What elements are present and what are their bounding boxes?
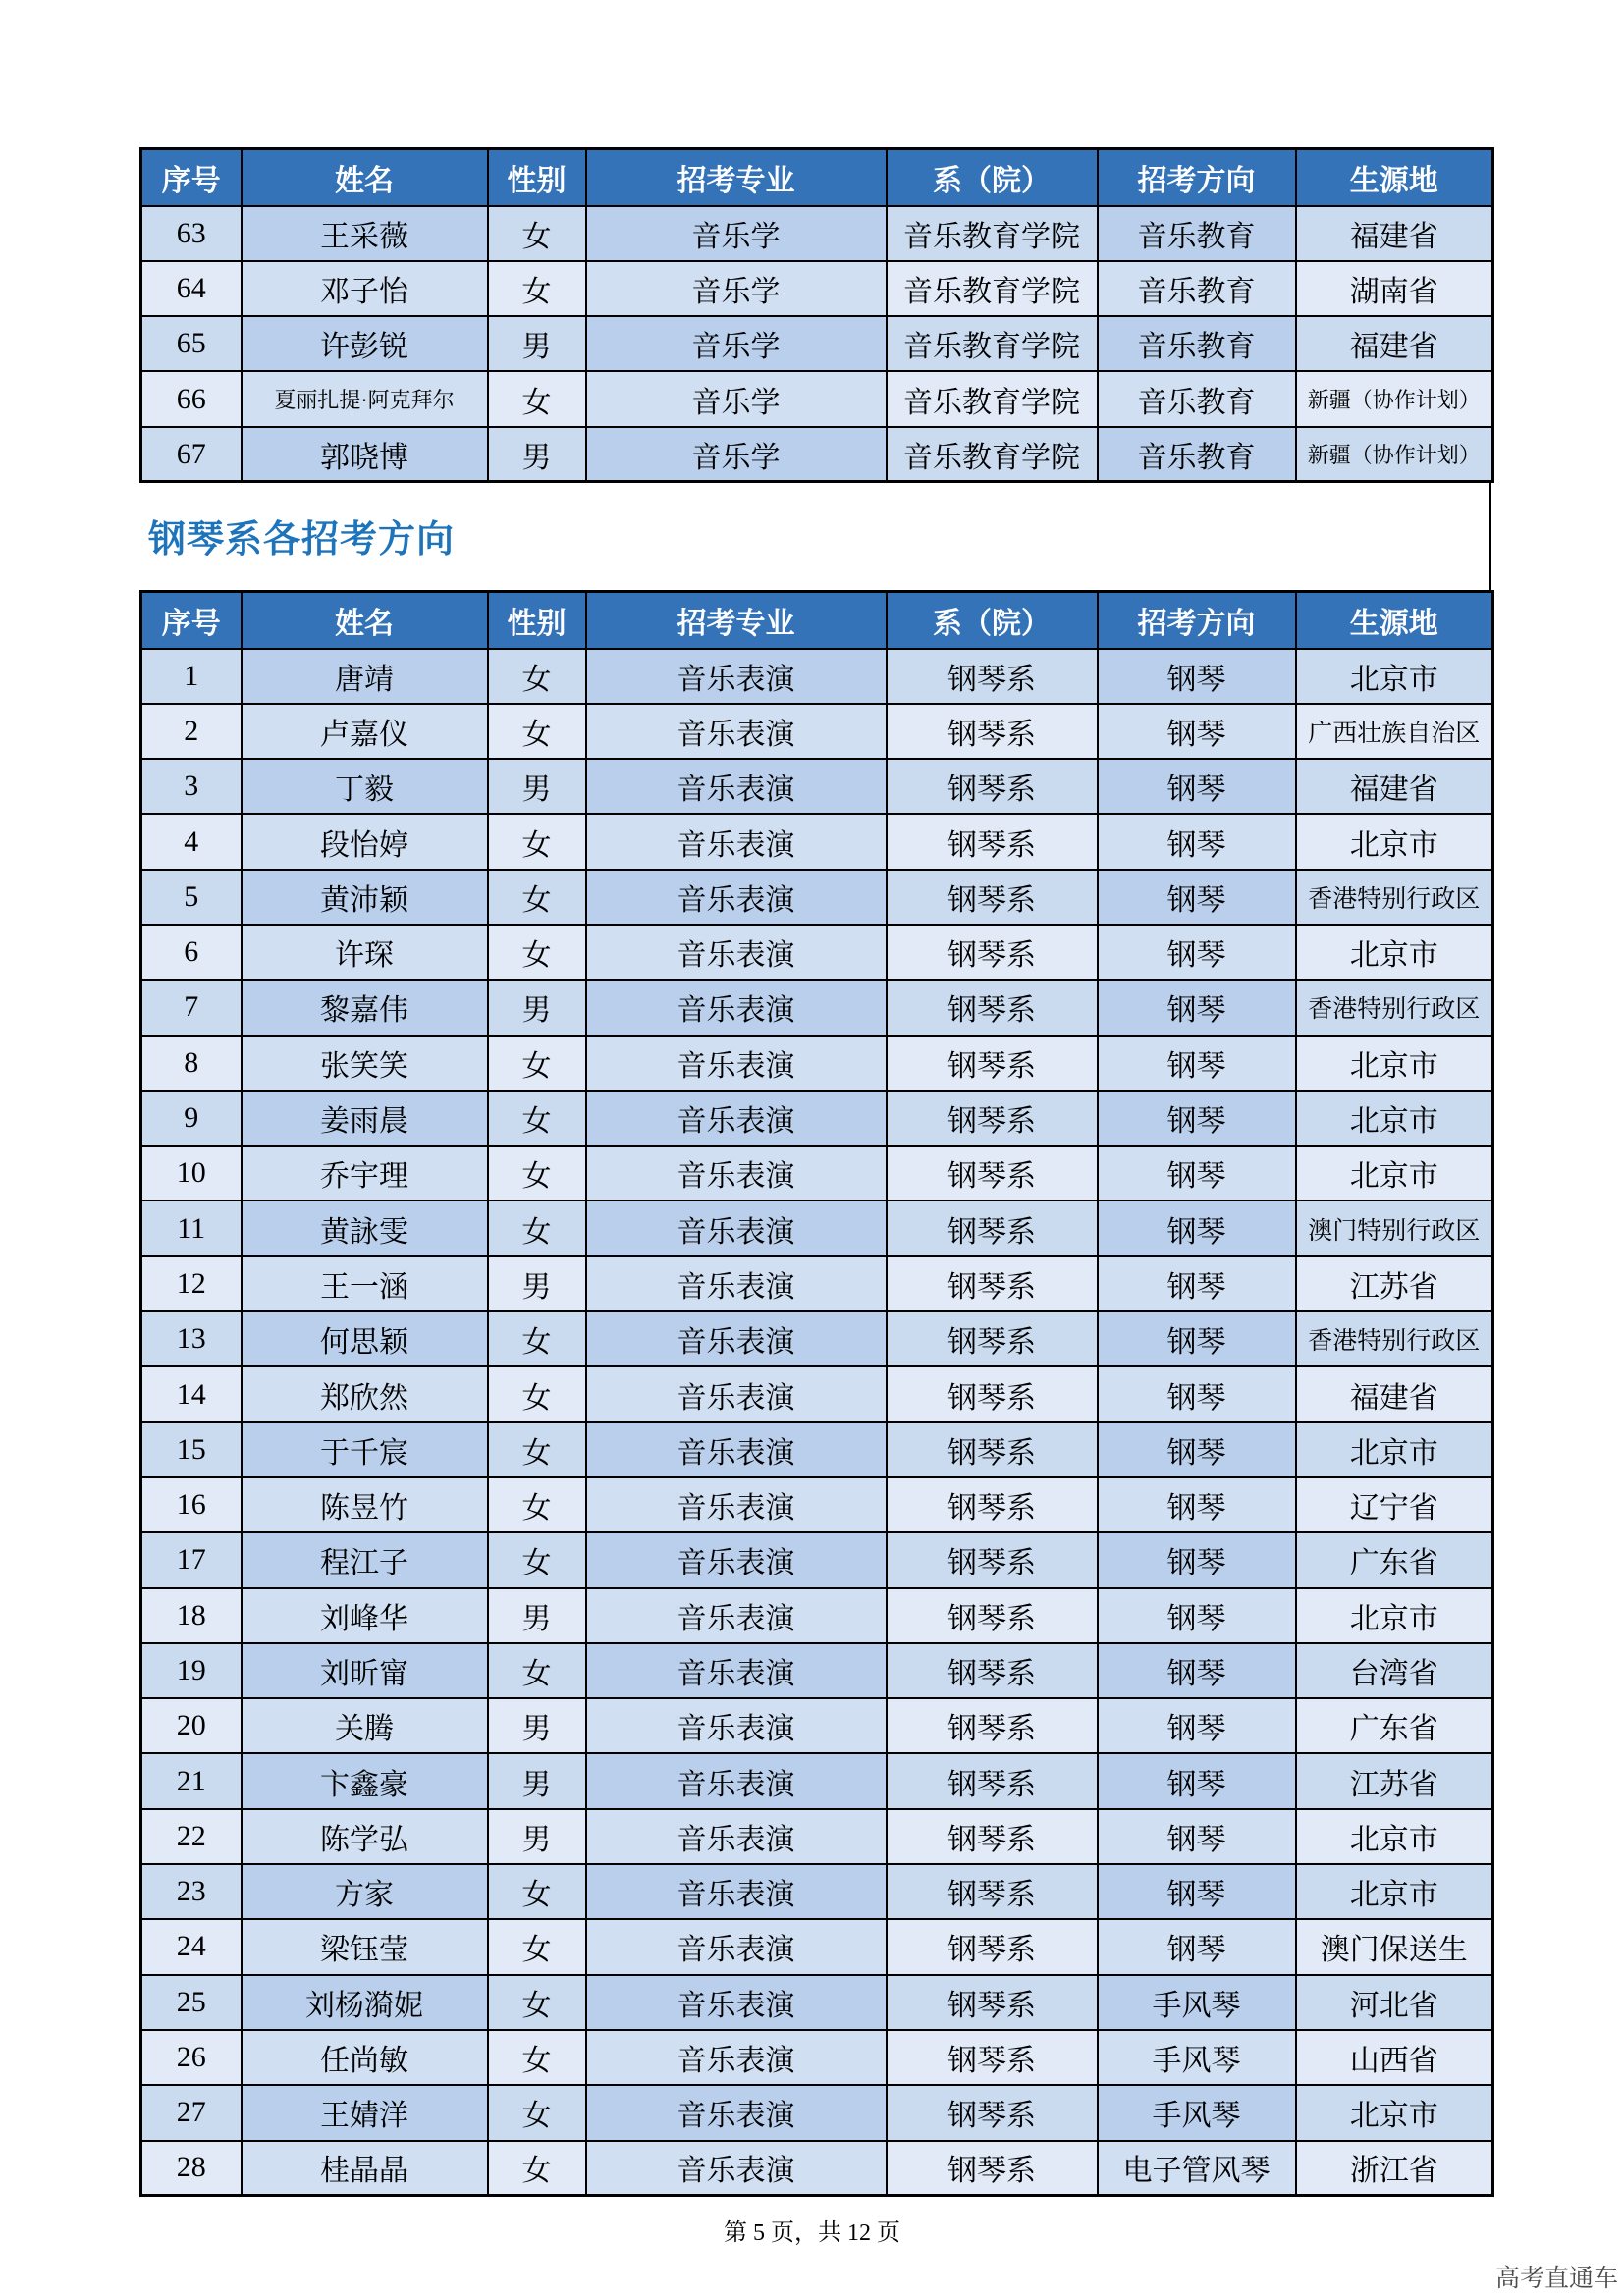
name-cell: 黎嘉伟 bbox=[242, 980, 488, 1035]
table-row bbox=[141, 1256, 1493, 1311]
department-cell: 钢琴系 bbox=[887, 1643, 1098, 1698]
table-row bbox=[141, 316, 1493, 371]
department-cell: 钢琴系 bbox=[887, 1477, 1098, 1532]
major-cell: 音乐表演 bbox=[586, 814, 887, 869]
department-cell: 钢琴系 bbox=[887, 1753, 1098, 1808]
department-cell: 钢琴系 bbox=[887, 1588, 1098, 1643]
name-cell: 张笑笑 bbox=[242, 1036, 488, 1091]
department-cell: 钢琴系 bbox=[887, 980, 1098, 1035]
table-row bbox=[141, 1864, 1493, 1919]
direction-cell: 音乐教育 bbox=[1098, 316, 1296, 371]
department-cell: 钢琴系 bbox=[887, 2030, 1098, 2085]
name-cell: 方家 bbox=[242, 1864, 488, 1919]
department-cell: 钢琴系 bbox=[887, 870, 1098, 925]
major-cell: 音乐表演 bbox=[586, 1036, 887, 1091]
name-cell: 卢嘉仪 bbox=[242, 704, 488, 759]
gender-cell: 女 bbox=[488, 2030, 586, 2085]
table-row bbox=[141, 704, 1493, 759]
name-cell: 王婧洋 bbox=[242, 2085, 488, 2140]
origin-cell: 江苏省 bbox=[1296, 1256, 1493, 1311]
origin-cell: 福建省 bbox=[1296, 759, 1493, 814]
column-header: 招考方向 bbox=[1098, 149, 1296, 206]
gender-cell: 男 bbox=[488, 759, 586, 814]
major-cell: 音乐学 bbox=[586, 371, 887, 426]
gender-cell: 女 bbox=[488, 2141, 586, 2196]
major-cell: 音乐表演 bbox=[586, 1532, 887, 1587]
row-number-cell: 9 bbox=[141, 1091, 242, 1146]
major-cell: 音乐学 bbox=[586, 261, 887, 316]
origin-cell: 台湾省 bbox=[1296, 1643, 1493, 1698]
department-cell: 音乐教育学院 bbox=[887, 261, 1098, 316]
major-cell: 音乐表演 bbox=[586, 1643, 887, 1698]
column-header: 招考专业 bbox=[586, 592, 887, 649]
major-cell: 音乐表演 bbox=[586, 2085, 887, 2140]
origin-cell: 澳门保送生 bbox=[1296, 1919, 1493, 1974]
major-cell: 音乐表演 bbox=[586, 2141, 887, 2196]
direction-cell: 钢琴 bbox=[1098, 1532, 1296, 1587]
gender-cell: 女 bbox=[488, 1201, 586, 1255]
row-number-cell: 3 bbox=[141, 759, 242, 814]
header-row bbox=[141, 149, 1493, 206]
column-header: 系（院） bbox=[887, 149, 1098, 206]
name-cell: 郭晓博 bbox=[242, 427, 488, 482]
table-row bbox=[141, 1091, 1493, 1146]
table-row bbox=[141, 980, 1493, 1035]
direction-cell: 钢琴 bbox=[1098, 1422, 1296, 1477]
department-cell: 钢琴系 bbox=[887, 1091, 1098, 1146]
name-cell: 许琛 bbox=[242, 925, 488, 980]
major-cell: 音乐表演 bbox=[586, 1477, 887, 1532]
major-cell: 音乐表演 bbox=[586, 649, 887, 704]
row-number-cell: 23 bbox=[141, 1864, 242, 1919]
gender-cell: 女 bbox=[488, 1643, 586, 1698]
direction-cell: 电子管风琴 bbox=[1098, 2141, 1296, 2196]
direction-cell: 钢琴 bbox=[1098, 759, 1296, 814]
direction-cell: 钢琴 bbox=[1098, 1036, 1296, 1091]
name-cell: 桂晶晶 bbox=[242, 2141, 488, 2196]
origin-cell: 北京市 bbox=[1296, 1588, 1493, 1643]
direction-cell: 音乐教育 bbox=[1098, 427, 1296, 482]
gender-cell: 女 bbox=[488, 1919, 586, 1974]
major-cell: 音乐表演 bbox=[586, 1311, 887, 1366]
row-number-cell: 66 bbox=[141, 371, 242, 426]
department-cell: 钢琴系 bbox=[887, 1366, 1098, 1421]
origin-cell: 福建省 bbox=[1296, 316, 1493, 371]
department-cell: 钢琴系 bbox=[887, 1809, 1098, 1864]
table-row bbox=[141, 1532, 1493, 1587]
row-number-cell: 11 bbox=[141, 1201, 242, 1255]
direction-cell: 音乐教育 bbox=[1098, 261, 1296, 316]
row-number-cell: 67 bbox=[141, 427, 242, 482]
direction-cell: 钢琴 bbox=[1098, 704, 1296, 759]
department-cell: 音乐教育学院 bbox=[887, 427, 1098, 482]
department-cell: 钢琴系 bbox=[887, 1864, 1098, 1919]
origin-cell: 香港特别行政区 bbox=[1296, 870, 1493, 925]
table-row bbox=[141, 1311, 1493, 1366]
gender-cell: 女 bbox=[488, 1864, 586, 1919]
table-row bbox=[141, 1201, 1493, 1255]
row-number-cell: 65 bbox=[141, 316, 242, 371]
gender-cell: 女 bbox=[488, 371, 586, 426]
department-cell: 钢琴系 bbox=[887, 759, 1098, 814]
gender-cell: 女 bbox=[488, 1146, 586, 1201]
row-number-cell: 25 bbox=[141, 1975, 242, 2030]
gender-cell: 女 bbox=[488, 649, 586, 704]
roster-table-piano-department bbox=[139, 590, 1494, 2197]
gender-cell: 男 bbox=[488, 980, 586, 1035]
origin-cell: 北京市 bbox=[1296, 1864, 1493, 1919]
table-row bbox=[141, 206, 1493, 261]
name-cell: 陈昱竹 bbox=[242, 1477, 488, 1532]
direction-cell: 手风琴 bbox=[1098, 2085, 1296, 2140]
major-cell: 音乐学 bbox=[586, 206, 887, 261]
origin-cell: 澳门特别行政区 bbox=[1296, 1201, 1493, 1255]
origin-cell: 新疆（协作计划） bbox=[1296, 371, 1493, 426]
watermark-text: 高考直通车 bbox=[1494, 2265, 1618, 2292]
department-cell: 钢琴系 bbox=[887, 1256, 1098, 1311]
direction-cell: 钢琴 bbox=[1098, 1698, 1296, 1753]
row-number-cell: 4 bbox=[141, 814, 242, 869]
direction-cell: 钢琴 bbox=[1098, 649, 1296, 704]
origin-cell: 山西省 bbox=[1296, 2030, 1493, 2085]
roster-table-music-education bbox=[139, 147, 1494, 483]
direction-cell: 钢琴 bbox=[1098, 980, 1296, 1035]
department-cell: 钢琴系 bbox=[887, 704, 1098, 759]
gender-cell: 男 bbox=[488, 1809, 586, 1864]
origin-cell: 北京市 bbox=[1296, 1422, 1493, 1477]
origin-cell: 北京市 bbox=[1296, 2085, 1493, 2140]
major-cell: 音乐表演 bbox=[586, 2030, 887, 2085]
major-cell: 音乐表演 bbox=[586, 1919, 887, 1974]
direction-cell: 钢琴 bbox=[1098, 1809, 1296, 1864]
table-row bbox=[141, 925, 1493, 980]
major-cell: 音乐表演 bbox=[586, 1864, 887, 1919]
column-header: 姓名 bbox=[242, 592, 488, 649]
gender-cell: 男 bbox=[488, 316, 586, 371]
major-cell: 音乐表演 bbox=[586, 1422, 887, 1477]
row-number-cell: 22 bbox=[141, 1809, 242, 1864]
column-header: 序号 bbox=[141, 149, 242, 206]
table-row bbox=[141, 1366, 1493, 1421]
gender-cell: 女 bbox=[488, 2085, 586, 2140]
major-cell: 音乐学 bbox=[586, 316, 887, 371]
row-number-cell: 1 bbox=[141, 649, 242, 704]
table-row bbox=[141, 1975, 1493, 2030]
name-cell: 陈学弘 bbox=[242, 1809, 488, 1864]
direction-cell: 钢琴 bbox=[1098, 814, 1296, 869]
gender-cell: 女 bbox=[488, 1366, 586, 1421]
column-header: 性别 bbox=[488, 149, 586, 206]
department-cell: 音乐教育学院 bbox=[887, 371, 1098, 426]
row-number-cell: 6 bbox=[141, 925, 242, 980]
origin-cell: 广东省 bbox=[1296, 1532, 1493, 1587]
table-row bbox=[141, 649, 1493, 704]
department-cell: 钢琴系 bbox=[887, 1422, 1098, 1477]
major-cell: 音乐表演 bbox=[586, 1588, 887, 1643]
gender-cell: 男 bbox=[488, 1698, 586, 1753]
table-row bbox=[141, 759, 1493, 814]
direction-cell: 音乐教育 bbox=[1098, 371, 1296, 426]
origin-cell: 广西壮族自治区 bbox=[1296, 704, 1493, 759]
table-row bbox=[141, 1422, 1493, 1477]
major-cell: 音乐表演 bbox=[586, 1975, 887, 2030]
name-cell: 刘杨漪妮 bbox=[242, 1975, 488, 2030]
direction-cell: 手风琴 bbox=[1098, 2030, 1296, 2085]
major-cell: 音乐表演 bbox=[586, 1201, 887, 1255]
origin-cell: 北京市 bbox=[1296, 1036, 1493, 1091]
table-row bbox=[141, 1477, 1493, 1532]
row-number-cell: 27 bbox=[141, 2085, 242, 2140]
row-number-cell: 63 bbox=[141, 206, 242, 261]
row-number-cell: 5 bbox=[141, 870, 242, 925]
origin-cell: 河北省 bbox=[1296, 1975, 1493, 2030]
direction-cell: 钢琴 bbox=[1098, 1753, 1296, 1808]
name-cell: 王一涵 bbox=[242, 1256, 488, 1311]
origin-cell: 福建省 bbox=[1296, 206, 1493, 261]
table-row bbox=[141, 371, 1493, 426]
gender-cell: 女 bbox=[488, 261, 586, 316]
row-number-cell: 19 bbox=[141, 1643, 242, 1698]
name-cell: 夏丽扎提·阿克拜尔 bbox=[242, 371, 488, 426]
row-number-cell: 7 bbox=[141, 980, 242, 1035]
gender-cell: 女 bbox=[488, 1477, 586, 1532]
origin-cell: 江苏省 bbox=[1296, 1753, 1493, 1808]
page-footer: 第 5 页，共 12 页 bbox=[724, 2220, 900, 2246]
department-cell: 钢琴系 bbox=[887, 1036, 1098, 1091]
direction-cell: 钢琴 bbox=[1098, 1919, 1296, 1974]
name-cell: 刘昕甯 bbox=[242, 1643, 488, 1698]
gender-cell: 男 bbox=[488, 427, 586, 482]
row-number-cell: 18 bbox=[141, 1588, 242, 1643]
table-row bbox=[141, 427, 1493, 482]
department-cell: 钢琴系 bbox=[887, 2141, 1098, 2196]
row-number-cell: 28 bbox=[141, 2141, 242, 2196]
gender-cell: 男 bbox=[488, 1588, 586, 1643]
origin-cell: 北京市 bbox=[1296, 814, 1493, 869]
direction-cell: 钢琴 bbox=[1098, 1477, 1296, 1532]
origin-cell: 浙江省 bbox=[1296, 2141, 1493, 2196]
major-cell: 音乐表演 bbox=[586, 1753, 887, 1808]
department-cell: 钢琴系 bbox=[887, 1532, 1098, 1587]
gender-cell: 女 bbox=[488, 814, 586, 869]
direction-cell: 钢琴 bbox=[1098, 1201, 1296, 1255]
table-row bbox=[141, 1698, 1493, 1753]
name-cell: 关腾 bbox=[242, 1698, 488, 1753]
table-row bbox=[141, 1588, 1493, 1643]
row-number-cell: 26 bbox=[141, 2030, 242, 2085]
name-cell: 王采薇 bbox=[242, 206, 488, 261]
origin-cell: 香港特别行政区 bbox=[1296, 980, 1493, 1035]
major-cell: 音乐表演 bbox=[586, 980, 887, 1035]
name-cell: 段怡婷 bbox=[242, 814, 488, 869]
major-cell: 音乐表演 bbox=[586, 759, 887, 814]
gender-cell: 女 bbox=[488, 1036, 586, 1091]
row-number-cell: 15 bbox=[141, 1422, 242, 1477]
header-row bbox=[141, 592, 1493, 649]
column-header: 生源地 bbox=[1296, 592, 1493, 649]
major-cell: 音乐学 bbox=[586, 427, 887, 482]
column-header: 姓名 bbox=[242, 149, 488, 206]
gender-cell: 男 bbox=[488, 1256, 586, 1311]
department-cell: 钢琴系 bbox=[887, 1919, 1098, 1974]
direction-cell: 钢琴 bbox=[1098, 1146, 1296, 1201]
name-cell: 黄沛颖 bbox=[242, 870, 488, 925]
name-cell: 姜雨晨 bbox=[242, 1091, 488, 1146]
row-number-cell: 16 bbox=[141, 1477, 242, 1532]
table-row bbox=[141, 2030, 1493, 2085]
table-row bbox=[141, 1809, 1493, 1864]
row-number-cell: 12 bbox=[141, 1256, 242, 1311]
row-number-cell: 14 bbox=[141, 1366, 242, 1421]
origin-cell: 北京市 bbox=[1296, 1091, 1493, 1146]
name-cell: 刘峰华 bbox=[242, 1588, 488, 1643]
name-cell: 于千宸 bbox=[242, 1422, 488, 1477]
column-header: 序号 bbox=[141, 592, 242, 649]
table-row bbox=[141, 1753, 1493, 1808]
origin-cell: 香港特别行政区 bbox=[1296, 1311, 1493, 1366]
origin-cell: 新疆（协作计划） bbox=[1296, 427, 1493, 482]
column-header: 系（院） bbox=[887, 592, 1098, 649]
department-cell: 钢琴系 bbox=[887, 1201, 1098, 1255]
department-cell: 钢琴系 bbox=[887, 925, 1098, 980]
table-row bbox=[141, 1146, 1493, 1201]
direction-cell: 钢琴 bbox=[1098, 1311, 1296, 1366]
gender-cell: 女 bbox=[488, 1091, 586, 1146]
major-cell: 音乐表演 bbox=[586, 1809, 887, 1864]
department-cell: 钢琴系 bbox=[887, 1311, 1098, 1366]
direction-cell: 钢琴 bbox=[1098, 925, 1296, 980]
column-header: 性别 bbox=[488, 592, 586, 649]
name-cell: 唐靖 bbox=[242, 649, 488, 704]
table-row bbox=[141, 261, 1493, 316]
origin-cell: 北京市 bbox=[1296, 1146, 1493, 1201]
row-number-cell: 24 bbox=[141, 1919, 242, 1974]
direction-cell: 钢琴 bbox=[1098, 1256, 1296, 1311]
direction-cell: 钢琴 bbox=[1098, 1864, 1296, 1919]
direction-cell: 钢琴 bbox=[1098, 870, 1296, 925]
major-cell: 音乐表演 bbox=[586, 870, 887, 925]
department-cell: 钢琴系 bbox=[887, 814, 1098, 869]
name-cell: 梁钰莹 bbox=[242, 1919, 488, 1974]
table-row bbox=[141, 2085, 1493, 2140]
origin-cell: 广东省 bbox=[1296, 1698, 1493, 1753]
gender-cell: 女 bbox=[488, 925, 586, 980]
row-number-cell: 21 bbox=[141, 1753, 242, 1808]
direction-cell: 钢琴 bbox=[1098, 1366, 1296, 1421]
row-number-cell: 64 bbox=[141, 261, 242, 316]
row-number-cell: 13 bbox=[141, 1311, 242, 1366]
column-header: 招考专业 bbox=[586, 149, 887, 206]
department-cell: 钢琴系 bbox=[887, 2085, 1098, 2140]
gender-cell: 女 bbox=[488, 206, 586, 261]
gender-cell: 女 bbox=[488, 1975, 586, 2030]
row-number-cell: 8 bbox=[141, 1036, 242, 1091]
table-row bbox=[141, 1919, 1493, 1974]
department-cell: 钢琴系 bbox=[887, 649, 1098, 704]
direction-cell: 手风琴 bbox=[1098, 1975, 1296, 2030]
department-cell: 钢琴系 bbox=[887, 1975, 1098, 2030]
name-cell: 郑欣然 bbox=[242, 1366, 488, 1421]
direction-cell: 音乐教育 bbox=[1098, 206, 1296, 261]
department-cell: 音乐教育学院 bbox=[887, 316, 1098, 371]
name-cell: 何思颖 bbox=[242, 1311, 488, 1366]
origin-cell: 北京市 bbox=[1296, 649, 1493, 704]
table-row bbox=[141, 2141, 1493, 2196]
gender-cell: 女 bbox=[488, 1311, 586, 1366]
direction-cell: 钢琴 bbox=[1098, 1643, 1296, 1698]
column-header: 招考方向 bbox=[1098, 592, 1296, 649]
name-cell: 邓子怡 bbox=[242, 261, 488, 316]
major-cell: 音乐表演 bbox=[586, 925, 887, 980]
table-row bbox=[141, 1643, 1493, 1698]
direction-cell: 钢琴 bbox=[1098, 1588, 1296, 1643]
gender-cell: 女 bbox=[488, 704, 586, 759]
gender-cell: 女 bbox=[488, 1422, 586, 1477]
origin-cell: 湖南省 bbox=[1296, 261, 1493, 316]
table-row bbox=[141, 870, 1493, 925]
major-cell: 音乐表演 bbox=[586, 1698, 887, 1753]
direction-cell: 钢琴 bbox=[1098, 1091, 1296, 1146]
origin-cell: 北京市 bbox=[1296, 1809, 1493, 1864]
name-cell: 卞鑫豪 bbox=[242, 1753, 488, 1808]
row-number-cell: 2 bbox=[141, 704, 242, 759]
major-cell: 音乐表演 bbox=[586, 1091, 887, 1146]
table-row bbox=[141, 814, 1493, 869]
row-number-cell: 10 bbox=[141, 1146, 242, 1201]
table-border-line bbox=[1489, 480, 1491, 592]
major-cell: 音乐表演 bbox=[586, 1366, 887, 1421]
major-cell: 音乐表演 bbox=[586, 704, 887, 759]
name-cell: 任尚敏 bbox=[242, 2030, 488, 2085]
name-cell: 丁毅 bbox=[242, 759, 488, 814]
major-cell: 音乐表演 bbox=[586, 1146, 887, 1201]
gender-cell: 女 bbox=[488, 1532, 586, 1587]
section-title: 钢琴系各招考方向 bbox=[148, 519, 456, 561]
table-row bbox=[141, 1036, 1493, 1091]
origin-cell: 辽宁省 bbox=[1296, 1477, 1493, 1532]
name-cell: 乔宇理 bbox=[242, 1146, 488, 1201]
name-cell: 程江子 bbox=[242, 1532, 488, 1587]
major-cell: 音乐表演 bbox=[586, 1256, 887, 1311]
name-cell: 许彭锐 bbox=[242, 316, 488, 371]
department-cell: 钢琴系 bbox=[887, 1146, 1098, 1201]
department-cell: 音乐教育学院 bbox=[887, 206, 1098, 261]
gender-cell: 女 bbox=[488, 870, 586, 925]
department-cell: 钢琴系 bbox=[887, 1698, 1098, 1753]
origin-cell: 北京市 bbox=[1296, 925, 1493, 980]
name-cell: 黄詠雯 bbox=[242, 1201, 488, 1255]
gender-cell: 男 bbox=[488, 1753, 586, 1808]
row-number-cell: 20 bbox=[141, 1698, 242, 1753]
column-header: 生源地 bbox=[1296, 149, 1493, 206]
row-number-cell: 17 bbox=[141, 1532, 242, 1587]
origin-cell: 福建省 bbox=[1296, 1366, 1493, 1421]
